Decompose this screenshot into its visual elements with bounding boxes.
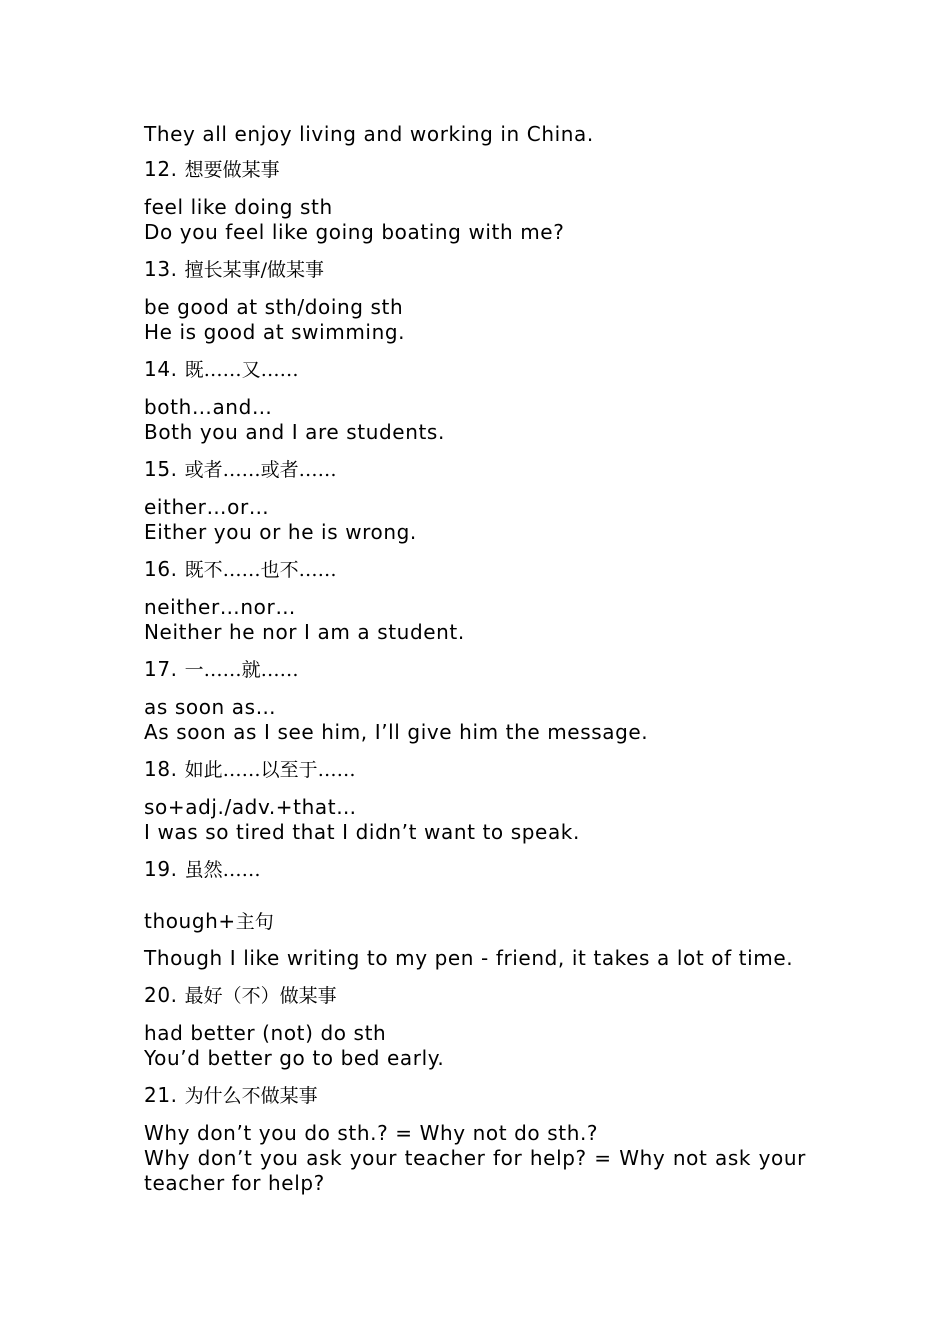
entry-example: Why don’t you ask your teacher for help? = Why not ask your teacher for help? — [144, 1146, 806, 1195]
entry-heading — [144, 257, 806, 283]
entry-17 — [144, 657, 806, 745]
entry-phrase — [144, 909, 806, 935]
entry-20 — [144, 983, 806, 1071]
entry-21 — [144, 1083, 806, 1196]
entry-heading — [144, 983, 806, 1009]
entry-number: 20. — [144, 983, 178, 1007]
entry-number: 18. — [144, 757, 178, 781]
entry-phrase: neither…nor… — [144, 595, 296, 619]
entry-chinese-meaning: 既不……也不…… — [184, 559, 337, 581]
entry-chinese-meaning: 为什么不做某事 — [184, 1085, 318, 1107]
entry-chinese-meaning: 或者……或者…… — [184, 459, 337, 481]
entry-phrase-english: though+ — [144, 909, 236, 933]
entry-example: He is good at swimming. — [144, 320, 406, 344]
entry-chinese-meaning: 擅长某事/做某事 — [184, 259, 324, 281]
entry-example: As soon as I see him, I’ll give him the message. — [144, 720, 649, 744]
entry-number: 13. — [144, 257, 178, 281]
entry-example: Do you feel like going boating with me? — [144, 220, 565, 244]
entry-chinese-meaning: 既……又…… — [184, 359, 299, 381]
entry-chinese-meaning: 一……就…… — [184, 659, 299, 681]
entry-phrase: had better (not) do sth — [144, 1021, 387, 1045]
document-page — [144, 122, 806, 1208]
entry-example: I was so tired that I didn’t want to speak. — [144, 820, 580, 844]
entry-12 — [144, 157, 806, 245]
entry-chinese-meaning: 如此……以至于…… — [184, 759, 356, 781]
entry-heading — [144, 157, 806, 183]
entry-18 — [144, 757, 806, 845]
entry-phrase: either…or… — [144, 495, 270, 519]
entry-example: You’d better go to bed early. — [144, 1046, 445, 1070]
entry-phrase: both…and… — [144, 395, 273, 419]
entry-number: 12. — [144, 157, 178, 181]
entry-15 — [144, 457, 806, 545]
entry-heading — [144, 657, 806, 683]
entry-14 — [144, 357, 806, 445]
entry-number: 14. — [144, 357, 178, 381]
entry-phrase: be good at sth/doing sth — [144, 295, 404, 319]
entry-16 — [144, 557, 806, 645]
entry-example: Neither he nor I am a student. — [144, 620, 465, 644]
entry-chinese-meaning: 虽然…… — [184, 859, 261, 881]
entry-number: 21. — [144, 1083, 178, 1107]
entry-heading — [144, 557, 806, 583]
entry-example: Though I like writing to my pen - friend, it takes a lot of time. — [144, 946, 794, 970]
entry-heading — [144, 1083, 806, 1109]
entry-number: 15. — [144, 457, 178, 481]
entry-phrase: as soon as… — [144, 695, 277, 719]
entry-phrase: feel like doing sth — [144, 195, 333, 219]
entry-number: 16. — [144, 557, 178, 581]
entry-example: Both you and I are students. — [144, 420, 445, 444]
entry-number: 19. — [144, 857, 178, 881]
entry-chinese-meaning: 想要做某事 — [184, 159, 280, 181]
entry-number: 17. — [144, 657, 178, 681]
entry-heading — [144, 857, 806, 883]
entry-13 — [144, 257, 806, 345]
entry-phrase: Why don’t you do sth.? = Why not do sth.? — [144, 1121, 599, 1145]
entry-19 — [144, 857, 806, 971]
intro-sentence: They all enjoy living and working in China. — [144, 122, 594, 146]
entry-heading — [144, 757, 806, 783]
entry-example: Either you or he is wrong. — [144, 520, 417, 544]
entry-heading — [144, 457, 806, 483]
entry-phrase-chinese: 主句 — [235, 911, 274, 933]
entry-heading — [144, 357, 806, 383]
entry-chinese-meaning: 最好（不）做某事 — [184, 985, 337, 1007]
entry-phrase: so+adj./adv.+that… — [144, 795, 357, 819]
